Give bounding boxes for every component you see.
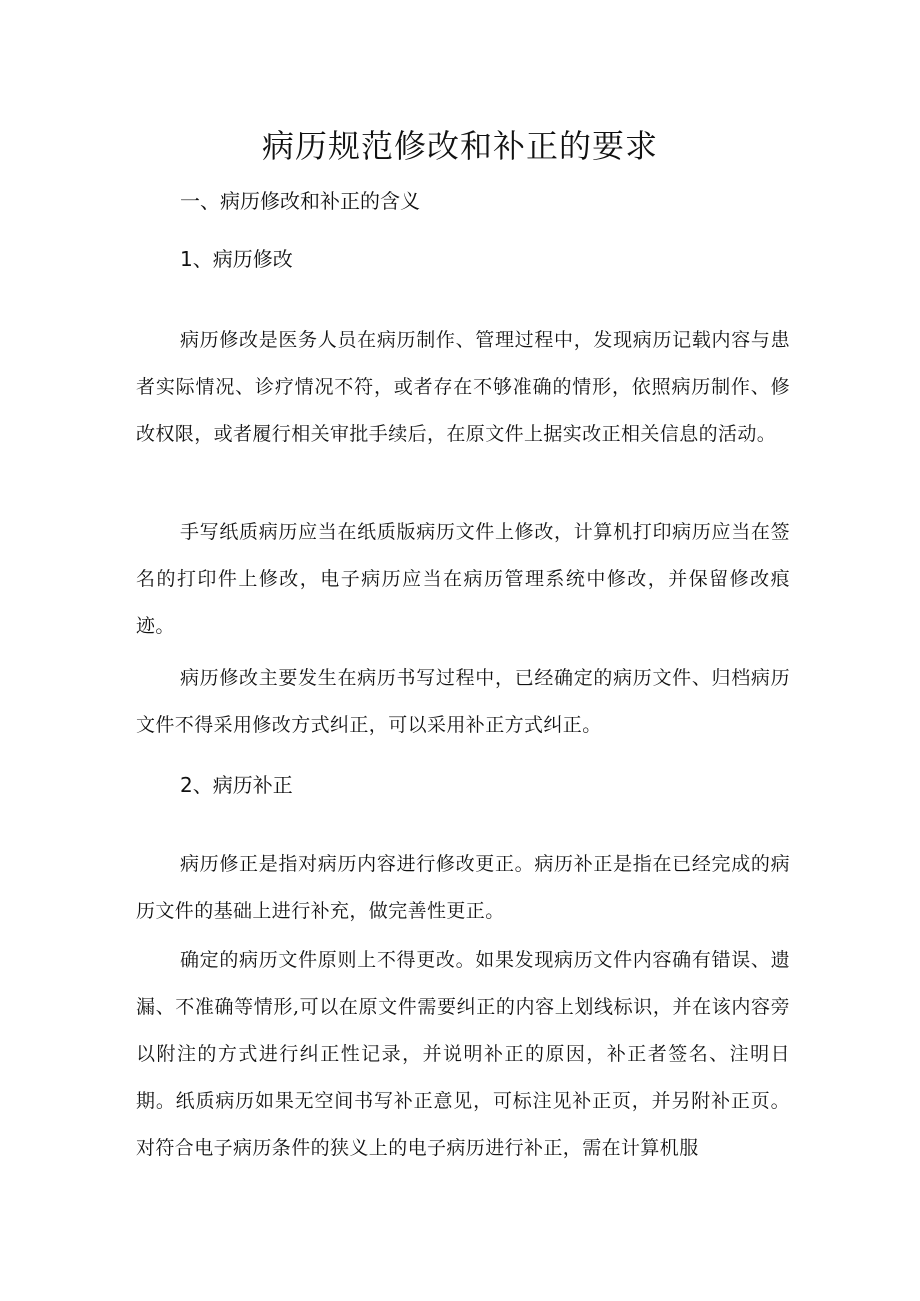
paragraph: 手写纸质病历应当在纸质版病历文件上修改，计算机打印病历应当在签名的打印件上修改，电子病历应当在病历管理系统中修改，并保留修改痕迹。 <box>136 521 790 637</box>
document-title: 病历规范修改和补正的要求 <box>261 127 658 165</box>
paragraph: 病历修改是医务人员在病历制作、管理过程中，发现病历记载内容与患者实际情况、诊疗情况不符，或者存在不够准确的情形，依照病历制作、修改权限，或者履行相关审批手续后，在原文件上据实改正相关信息的活动。 <box>136 329 790 445</box>
subsection-heading-supplement: 2、病历补正 <box>180 773 293 797</box>
paragraph: 确定的病历文件原则上不得更改。如果发现病历文件内容确有错误、遗漏、不准确等情形,可以在原文件需要纠正的内容上划线标识，并在该内容旁以附注的方式进行纠正性记录，并说明补正的原因，补正者签名、注明日期。纸质病历如果无空间书写补正意见，可标注见补正页，并另附补正页。对符合电子病历条件的狭义上的电子病历进行补正，需在计算机服 <box>136 949 790 1159</box>
section-heading: 一、病历修改和补正的含义 <box>180 189 420 213</box>
paragraph: 病历修改主要发生在病历书写过程中，已经确定的病历文件、归档病历文件不得采用修改方式纠正，可以采用补正方式纠正。 <box>136 667 790 736</box>
paragraph: 病历修正是指对病历内容进行修改更正。病历补正是指在已经完成的病历文件的基础上进行补充，做完善性更正。 <box>136 853 790 922</box>
subsection-heading-revision: 1、病历修改 <box>180 247 293 271</box>
